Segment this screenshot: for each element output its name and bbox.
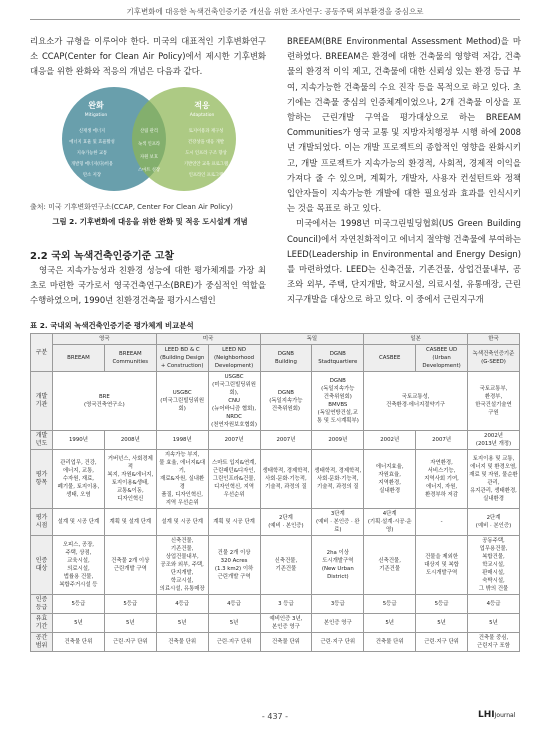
system-name-cell: BREEAM Communities <box>104 345 156 372</box>
table-row <box>31 431 520 450</box>
table-cell: 2009년 <box>312 431 364 450</box>
table-cell: 생태학적, 경제학적, 사회·문화·기능적, 기술적, 과정의 질 <box>260 450 312 509</box>
table-row <box>31 595 520 614</box>
mitigation-adaptation-venn-figure <box>44 86 254 192</box>
table-cell: 본인증 영구 <box>312 614 364 633</box>
row-label: 평가 항목 <box>31 450 53 509</box>
table-cell: 국토교통부, 환경부, 한국건설기술연 구원 <box>468 372 520 431</box>
table-cell: 건축물 단위 <box>156 633 208 652</box>
system-name-cell: CASBEE <box>364 345 416 372</box>
row-label: 인증 등급 <box>31 595 53 614</box>
section-title: 2.2 국외 녹색건축인증기준 고찰 <box>30 251 175 262</box>
table-cell: 5등급 <box>104 595 156 614</box>
table-cell: 토지이용 및 교통, 에너지 및 환경오염, 재료 및 자원, 물순환관리, 유지관리, 생태환경, 실내환경 <box>468 450 520 509</box>
table-cell: 2007년 <box>208 431 260 450</box>
table-cell: 공동주택, 업무용건물, 복합건물, 학교시설, 판매시설, 숙박시설, 그 밖의 건물 <box>468 536 520 595</box>
table-title: 표 2. 국내외 녹색건축인증기준 평가체계 비교분석 <box>30 321 194 330</box>
table-cell: 5등급 <box>416 595 468 614</box>
right-column-text: BREEAM(BRE Environmental Assessment Method)을 마련하였다. BREEAM은 환경에 대한 건축물의 영향력 저감, 건축물의 환경적 이익 제고, 건축물에 대한 신뢰성 있는 환경 등급 부여, 지속가능한 건축물의 수요 진작 등을 목적으로 하고 있다. 초기에는 건축물 중심의 인증체계이었으나, 2개 건축물 이상을 포함하는 근린개발 구역을 평가대상으로 하는 BREEAM Communities가 영국 교통 및 지방자치행정부 시행 하에 2008년 개발되었다. 이는 개발 프로젝트의 종합적인 영향을 완화시키고, 개발 프로젝트가 지속가능의 환경적, 사회적, 경제적 이익을 가져다 줄 수 있으며, 계획가, 개발자, 사용자 컨설턴트와 정책 입안자들이 지속가능한 개발에 대한 필요성과 효과를 인식시키는 것을 목표로 하고 있다. 미국에서는 1998년 미국그린빌딩협회(US Green Building Council)에서 자연친화적이고 에너지 절약형 건축물에 부여하는 LEED(Leadership in Environmental and Energy Design)를 마련하였다. LEED는 신축건물, 기존건물, 상업건물내부, 공조와 외부, 주택, 단지개발, 학교시설, 의료시설, 유통매장, 근린지구개발을 대상으로 하고 있다. 이 중에서 근린지구개 <box>287 36 521 305</box>
row-label: 유효 기간 <box>31 614 53 633</box>
table-cell: 거버넌스, 사회경제적 복지, 자원&에너지, 토지이용&생태, 교통&이동, 디자인혁신 <box>104 450 156 509</box>
country-header: 영국 <box>53 334 157 345</box>
table-cell: 예비인증 3년, 본인증 영구 <box>260 614 312 633</box>
table-cell: 에너지효율, 자원효율, 지역환경, 실내환경 <box>364 450 416 509</box>
table-cell: 5년 <box>364 614 416 633</box>
row-label: 평가 시점 <box>31 509 53 536</box>
table-cell: 5등급 <box>364 595 416 614</box>
table-cell: 건축물 2개 이상 근린개발 구역 <box>104 536 156 595</box>
row-label: 개발 기관 <box>31 372 53 431</box>
table-cell: 4단계 (기획·설계·시공·운영) <box>364 509 416 536</box>
table-cell: 1990년 <box>53 431 105 450</box>
table-cell: 3등급 <box>312 595 364 614</box>
table-cell: 생태학적, 경제학적, 사회·문화·기능적, 기술적, 과정의 질 <box>312 450 364 509</box>
table-cell: - <box>416 509 468 536</box>
table-cell: 1998년 <box>156 431 208 450</box>
row-label: 인증 대상 <box>31 536 53 595</box>
table-cell: 5년 <box>468 614 520 633</box>
overlap-item: 산림 관리 <box>140 129 158 134</box>
page-number: - 437 - <box>261 712 289 721</box>
adaptation-item: 도시 인프라 구조 향상 <box>185 151 227 156</box>
table-cell: USGBC (미국그린빌딩위원회) <box>156 372 208 431</box>
table-cell: 오피스, 공장, 주택, 상점, 교육시설, 의료시설, 법률용 건물, 복합주거시설 등 <box>53 536 105 595</box>
row-label: 공간 범위 <box>31 633 53 652</box>
table-cell: 근린·지구 단위 <box>104 633 156 652</box>
table-row <box>31 614 520 633</box>
table-cell: 근린·지구 단위 <box>312 633 364 652</box>
figure-source: 출처: 미국 기후변화연구소(CCAP, Center For Clean Air Policy) <box>30 203 233 211</box>
table-cell: 설계 및 시공 단계 <box>156 509 208 536</box>
country-header: 독일 <box>260 334 364 345</box>
mitigation-item: 개발형 에너지(다)비용 <box>70 162 114 167</box>
system-name-cell: LEED BD & C (Building Design + Construction) <box>156 345 208 372</box>
adaptation-item: 토지이용과 재구성 <box>188 129 224 134</box>
table-cell: 건축물 단위 <box>260 633 312 652</box>
row-label: 구분 <box>31 334 53 372</box>
system-name-cell: CASBEE UD (Urban Development) <box>416 345 468 372</box>
overlap-item: 자원 보호 <box>140 155 158 160</box>
table-cell: 근린·지구 단위 <box>208 633 260 652</box>
country-header: 한국 <box>468 334 520 345</box>
table-cell: 2ha 이상 도시개발구역 (New Urban District) <box>312 536 364 595</box>
left-column-text-bottom: 영국은 지속가능성과 친환경 성능에 대한 평가체계를 가장 최초로 마련한 국가로서 영국건축연구소(BRE)가 중심적인 역할을 수행하였으며, 1990년 친환경건축물 평가시스템인 <box>30 265 266 306</box>
table-cell: 건축물 단위 <box>53 633 105 652</box>
table-row <box>31 372 520 431</box>
adaptation-item: 기반연안 교육 프로그램 <box>183 162 229 167</box>
table-header-row <box>31 334 520 345</box>
row-label: 개발 년도 <box>31 431 53 450</box>
system-name-cell: DGNB Stadtquartiere <box>312 345 364 372</box>
table-cell: 2008년 <box>104 431 156 450</box>
table-cell: 5년 <box>416 614 468 633</box>
table-cell: 2007년 <box>416 431 468 450</box>
certification-comparison-table <box>30 333 520 652</box>
table-cell: DGNB (독일지속가능 건축위원회) <box>260 372 312 431</box>
table-cell: 지속가능 부지, 물 효율, 에너지&대기, 재료&자원, 실내환경 품질, 디자인혁신, 지역 우선순위 <box>156 450 208 509</box>
table-row <box>31 509 520 536</box>
table-cell: 스마트 입지&연계, 근린패턴&디자인, 그린인프라&건물, 디자인혁신, 지역 우선순위 <box>208 450 260 509</box>
system-name-cell: LEED ND (Neighborhood Development) <box>208 345 260 372</box>
country-header: 일본 <box>364 334 468 345</box>
table-cell: 5년 <box>104 614 156 633</box>
mitigation-item: 지속가능한 교통 <box>76 151 108 156</box>
table-cell: 건물을 제외한 대상지 및 복합 도시개발구역 <box>416 536 468 595</box>
table-cell: 계획 및 설계 단계 <box>104 509 156 536</box>
table-cell: DGNB (독일지속가능 건축위원회) BMVBS (독일연방건설,교 통 및 도시계획부) <box>312 372 364 431</box>
table-cell: USGBC (미국그린빌딩위원회), CNU (뉴어바니즘 협회), NRDC (천연자원보호협회) <box>208 372 260 431</box>
table-cell: 국토교통성, 건축환경·에너지절약기구 <box>364 372 468 431</box>
table-cell: 5년 <box>208 614 260 633</box>
table-cell: 건축물 중심, 근린지구 포함 <box>468 633 520 652</box>
table-cell: 2단계 (예비 · 본인증) <box>468 509 520 536</box>
mitigation-title: 완화 <box>88 101 104 110</box>
table-cell: 신축건물, 기존건물 <box>260 536 312 595</box>
header-divider <box>30 19 520 20</box>
table-cell: 4등급 <box>156 595 208 614</box>
system-name-cell: BREEAM <box>53 345 105 372</box>
table-cell: 건물 2개 이상 320 Acres (1.3 km2) 이하 근린개발 구역 <box>208 536 260 595</box>
table-cell: 5년 <box>53 614 105 633</box>
table-system-row <box>31 345 520 372</box>
table-cell: 자연환경, 서비스기능, 지역사회 기여, 에너지, 자원, 환경부하 저감 <box>416 450 468 509</box>
table-cell: 2002년 <box>364 431 416 450</box>
adaptation-title: 적응 <box>194 101 210 110</box>
adaptation-item: 건강상을 대응 개발 <box>188 140 224 145</box>
overlap-item: 스마트 성장 <box>137 168 161 173</box>
mitigation-subtitle: Mitigation <box>84 113 108 118</box>
table-cell: 계획 및 시공 단계 <box>208 509 260 536</box>
overlap-item: 녹색 인프라 <box>137 142 161 147</box>
mitigation-item: 탄소 저장 <box>83 173 101 178</box>
system-name-cell: 녹색건축인증기준 (G-SEED) <box>468 345 520 372</box>
table-cell: 근린·지구 단위 <box>416 633 468 652</box>
left-column-text-top: 리요소가 규형을 이루어야 한다. 미국의 대표적인 기후변화연구소 CCAP(Center for Clean Air Policy)에서 제시한 기후변화 대응을 위한 완화와 적응의 개념은 다음과 같다. <box>30 36 266 77</box>
table-cell: 관리업무, 건강, 에너지, 교통, 수자원, 재료, 폐기물, 토지이용, 생태, 오염 <box>53 450 105 509</box>
country-header: 미국 <box>156 334 260 345</box>
mitigation-item: 신재생 에너지 <box>78 129 106 134</box>
table-cell: 2002년 (2013년 개정) <box>468 431 520 450</box>
journal-logo: LHIJournal <box>478 710 516 720</box>
table-cell: 5등급 <box>53 595 105 614</box>
figure-caption: 그림 2. 기후변화에 대응을 위한 완화 및 적응 도시설계 개념 <box>52 217 248 226</box>
table-cell: 설계 및 시공 단계 <box>53 509 105 536</box>
table-cell: 4등급 <box>208 595 260 614</box>
table-cell: 2007년 <box>260 431 312 450</box>
table-row <box>31 633 520 652</box>
system-name-cell: DGNB Building <box>260 345 312 372</box>
mitigation-item: 에너지 효율 및 효율활성 <box>69 140 115 145</box>
table-row <box>31 450 520 509</box>
table-cell: 건축물 단위 <box>364 633 416 652</box>
running-header: 기후변화에 대응한 녹색건축인증기준 개선을 위한 조사연구: 공동주택 외부환경을 중심으로 <box>126 7 424 16</box>
table-cell: 3 등급 <box>260 595 312 614</box>
table-cell: 신축건물, 기존건물, 상업건물내부, 공조와 외부, 주택, 단지개발, 학교시설, 의료시설, 유통매장 <box>156 536 208 595</box>
table-cell: 2단계 (예비 · 본인증) <box>260 509 312 536</box>
table-cell: 5년 <box>156 614 208 633</box>
table-cell: BRE (영국건축연구소) <box>53 372 157 431</box>
adaptation-item: 인프라인 프로그램 <box>188 173 224 178</box>
adaptation-subtitle: Adaptation <box>189 113 215 118</box>
table-cell: 3단계 (예비 · 본인증 · 완료) <box>312 509 364 536</box>
table-cell: 신축건물, 기존건물 <box>364 536 416 595</box>
table-cell: 4등급 <box>468 595 520 614</box>
table-row <box>31 536 520 595</box>
